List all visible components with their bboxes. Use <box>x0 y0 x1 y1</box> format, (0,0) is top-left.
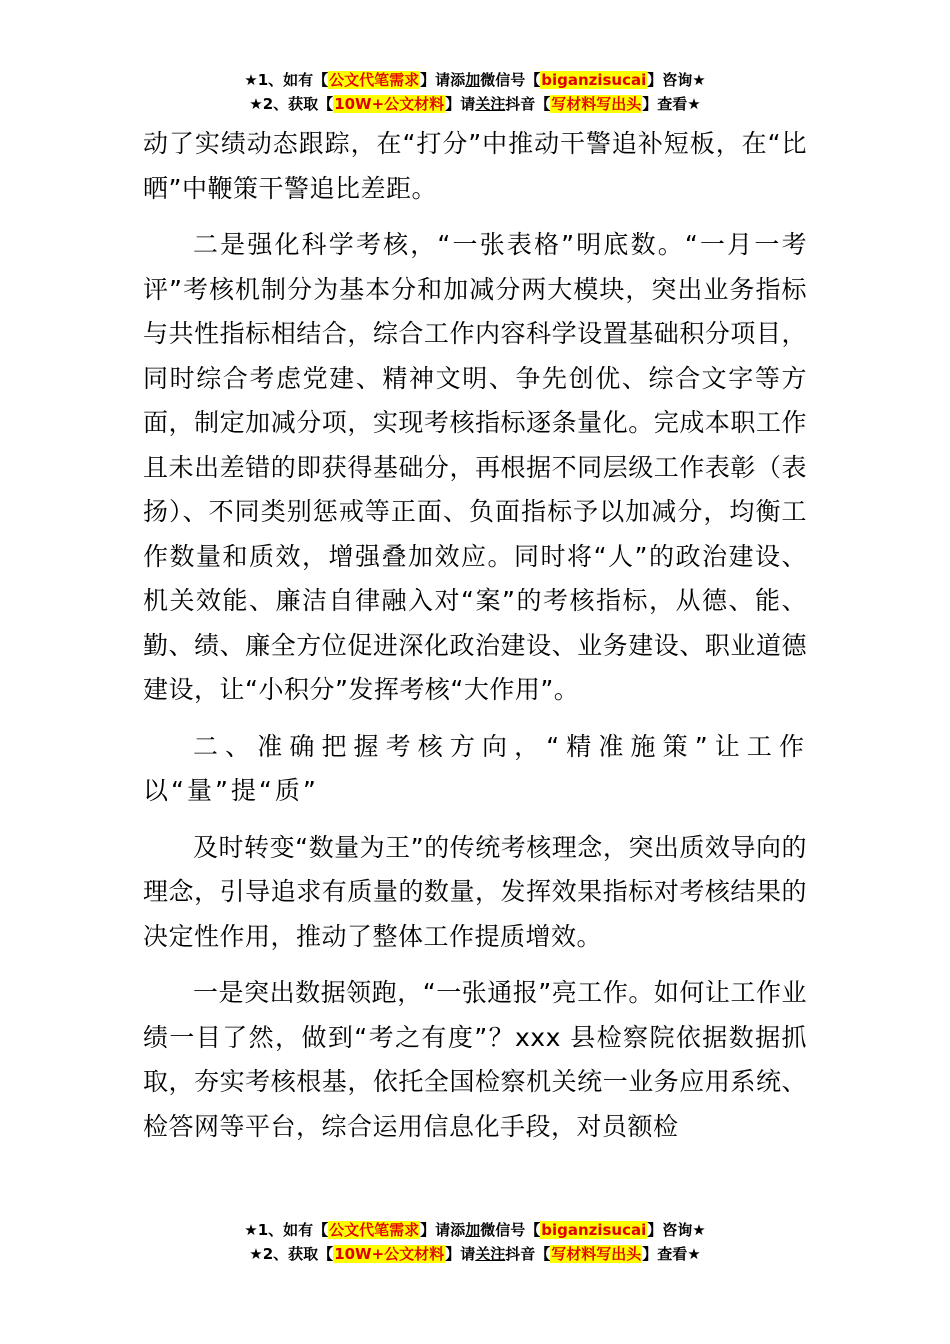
section-heading: 二、准确把握考核方向，“精准施策”让工作以“量”提“质” <box>143 731 807 805</box>
header-banner <box>0 68 950 116</box>
highlight-text: 写材料写出头 <box>551 1245 642 1263</box>
highlight-text: 10W+公文材料 <box>334 95 445 113</box>
paragraph: 及时转变“数量为王”的传统考核理念，突出质效导向的理念，引导追求有质量的数量，发挥效果指标对考核结果的决定性作用，推动了整体工作提质增效。 <box>143 832 807 951</box>
footer-banner <box>0 1218 950 1266</box>
wechat-id: biganzisucai <box>541 71 647 89</box>
highlight-text: 公文代笔需求 <box>329 1221 420 1239</box>
highlight-text: 写材料写出头 <box>551 95 642 113</box>
highlight-text: 10W+公文材料 <box>334 1245 445 1263</box>
banner-line-2: ★2、获取【10W+公文材料】请关注抖音【写材料写出头】查看★ <box>249 1245 701 1263</box>
wechat-id: biganzisucai <box>541 1221 647 1239</box>
paragraph: 一是突出数据领跑，“一张通报”亮工作。如何让工作业绩一目了然，做到“考之有度”？xxx 县检察院依据数据抓取，夯实考核根基，依托全国检察机关统一业务应用系统、检答网等平台，综合运用信息化手段，对员额检 <box>143 978 807 1141</box>
document-body <box>143 122 807 1161</box>
paragraph: 动了实绩动态跟踪，在“打分”中推动干警追补短板，在“比晒”中鞭策干警追比差距。 <box>143 129 807 203</box>
paragraph: 二是强化科学考核，“一张表格”明底数。“一月一考评”考核机制分为基本分和加减分两大模块，突出业务指标与共性指标相结合，综合工作内容科学设置基础积分项目，同时综合考虑党建、精神文明、争先创优、综合文字等方面，制定加减分项，实现考核指标逐条量化。完成本职工作且未出差错的即获得基础分，再根据不同层级工作表彰（表扬）、不同类别惩戒等正面、负面指标予以加减分，均衡工作数量和质效，增强叠加效应。同时将“人”的政治建设、机关效能、廉洁自律融入对“案”的考核指标，从德、能、勤、绩、廉全方位促进深化政治建设、业务建设、职业道德建设，让“小积分”发挥考核“大作用”。 <box>143 230 807 704</box>
banner-line-2: ★2、获取【10W+公文材料】请关注抖音【写材料写出头】查看★ <box>249 95 701 113</box>
banner-line-1: ★1、如有【公文代笔需求】请添加微信号【biganzisucai】咨询★ <box>244 71 706 89</box>
banner-line-1: ★1、如有【公文代笔需求】请添加微信号【biganzisucai】咨询★ <box>244 1221 706 1239</box>
highlight-text: 公文代笔需求 <box>329 71 420 89</box>
